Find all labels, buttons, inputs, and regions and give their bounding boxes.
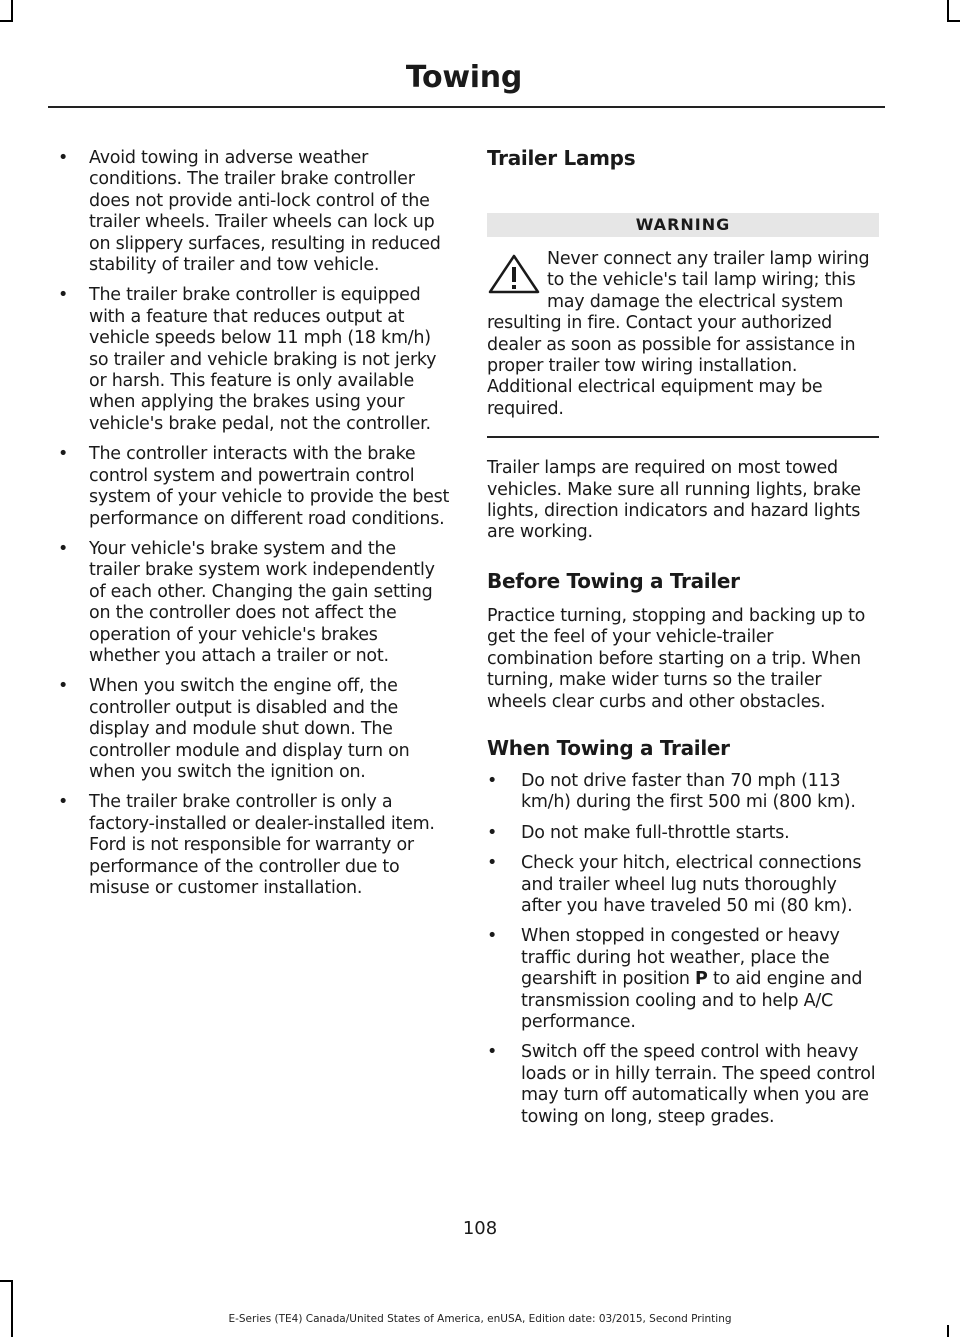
right-column (487, 145, 879, 1137)
list-item-text: When you switch the engine off, the controller output is disabled and the display and module shut down. The controller module and display turn on when you switch the ignition on. (89, 676, 410, 782)
bullet-marker: • (58, 538, 69, 559)
list-item-text: Check your hitch, electrical connections and trailer wheel lug nuts thoroughly after you have traveled 50 mi (80 km). (521, 853, 862, 916)
bullet-marker: • (487, 822, 498, 843)
brake-controller-list (58, 148, 450, 899)
list-item (58, 148, 450, 276)
list-item (58, 444, 450, 530)
list-item (487, 853, 879, 917)
bullet-marker: • (58, 148, 69, 168)
bullet-marker: • (487, 1042, 498, 1063)
list-item-text: Your vehicle's brake system and the trailer brake system work independently of each other. Changing the gain setting on the controller does not affect the operation of your vehicle's brakes whether you attach a trailer or not. (89, 538, 435, 666)
bullet-marker: • (487, 853, 498, 874)
page-number: 108 (462, 1218, 498, 1239)
crop-mark-bottom-left-v (11, 1280, 13, 1337)
warning-banner: WARNING (487, 213, 879, 237)
gear-position-p: P (695, 969, 708, 990)
footer-edition-line: E-Series (TE4) Canada/United States of America, enUSA, Edition date: 03/2015, Second Printing (228, 1313, 732, 1325)
list-item-text: Do not drive faster than 70 mph (113 km/h) during the first 500 mi (800 km). (521, 770, 856, 813)
list-item (58, 285, 450, 435)
list-item (487, 926, 879, 1033)
before-towing-paragraph: Practice turning, stopping and backing up to get the feel of your vehicle-trailer combination before starting on a trip. When turning, make wider turns so the trailer wheels clear curbs and other obstacles. (487, 605, 866, 712)
warning-divider (487, 436, 879, 438)
crop-mark-top-left-v (11, 0, 13, 22)
list-item (487, 771, 879, 814)
section-heading-trailer-lamps: Trailer Lamps (487, 146, 636, 170)
section-heading-when-towing: When Towing a Trailer (487, 735, 730, 760)
list-item-text: The controller interacts with the brake control system and powertrain control system of your vehicle to provide the best performance on different road conditions. (89, 444, 450, 529)
trailer-lamps-paragraph: Trailer lamps are required on most towed vehicles. Make sure all running lights, brake lights, direction indicators and hazard lights are working. (487, 458, 861, 543)
list-item-text: Avoid towing in adverse weather conditions. The trailer brake controller does not provide anti-lock control of the trailer wheels. Trailer wheels can lock up on slippery surfaces, resulting in reduced stability of trailer and tow vehicle. (89, 148, 441, 276)
warning-triangle-icon (487, 253, 541, 295)
list-item-text (521, 926, 862, 1032)
bullet-marker: • (58, 792, 69, 813)
left-column (58, 148, 450, 908)
crop-mark-top-right-h (948, 20, 960, 22)
warning-block (487, 249, 879, 420)
crop-mark-top-right-v (947, 0, 949, 22)
list-item (58, 792, 450, 899)
list-item (487, 823, 879, 844)
list-item (487, 1042, 879, 1128)
crop-mark-bottom-right-v (947, 1325, 949, 1337)
warning-text: Never connect any trailer lamp wiring to the vehicle's tail lamp wiring; this may damage the electrical system resulting in fire. Contact your authorized dealer as soon as possible for assistance in proper trailer tow wiring installation. Additional electrical equipment may be required. (487, 249, 870, 419)
section-heading-before-towing: Before Towing a Trailer (487, 568, 740, 593)
when-towing-list (487, 771, 879, 1128)
list-item (58, 676, 450, 783)
crop-mark-top-left-h (0, 20, 12, 22)
list-item-text-part: When stopped in congested or heavy traffic during hot weather, place the gearshift in position (521, 926, 840, 990)
list-item-text: The trailer brake controller is only a factory-installed or dealer-installed item. Ford is not responsible for warranty or performance of the controller due to misuse or customer installation. (89, 792, 435, 898)
list-item-text: Switch off the speed control with heavy loads or in hilly terrain. The speed control may turn off automatically when you are towing on long, steep grades. (521, 1042, 876, 1127)
header-divider (48, 106, 885, 108)
bullet-marker: • (58, 285, 69, 306)
bullet-marker: • (487, 926, 498, 947)
crop-mark-bottom-left-h (0, 1280, 12, 1282)
list-item (58, 539, 450, 667)
list-item-text: Do not make full-throttle starts. (521, 822, 790, 843)
page-title: Towing (405, 60, 522, 95)
bullet-marker: • (487, 770, 498, 791)
bullet-marker: • (58, 676, 69, 697)
bullet-marker: • (58, 444, 69, 465)
list-item-text-part: to aid engine and transmission cooling and to help A/C performance. (521, 969, 863, 1032)
list-item-text: The trailer brake controller is equipped with a feature that reduces output at vehicle speeds below 11 mph (18 km/h) so trailer and vehicle braking is not jerky or harsh. This feature is only available when applying the brakes using your vehicle's brake pedal, not the controller. (89, 285, 437, 434)
